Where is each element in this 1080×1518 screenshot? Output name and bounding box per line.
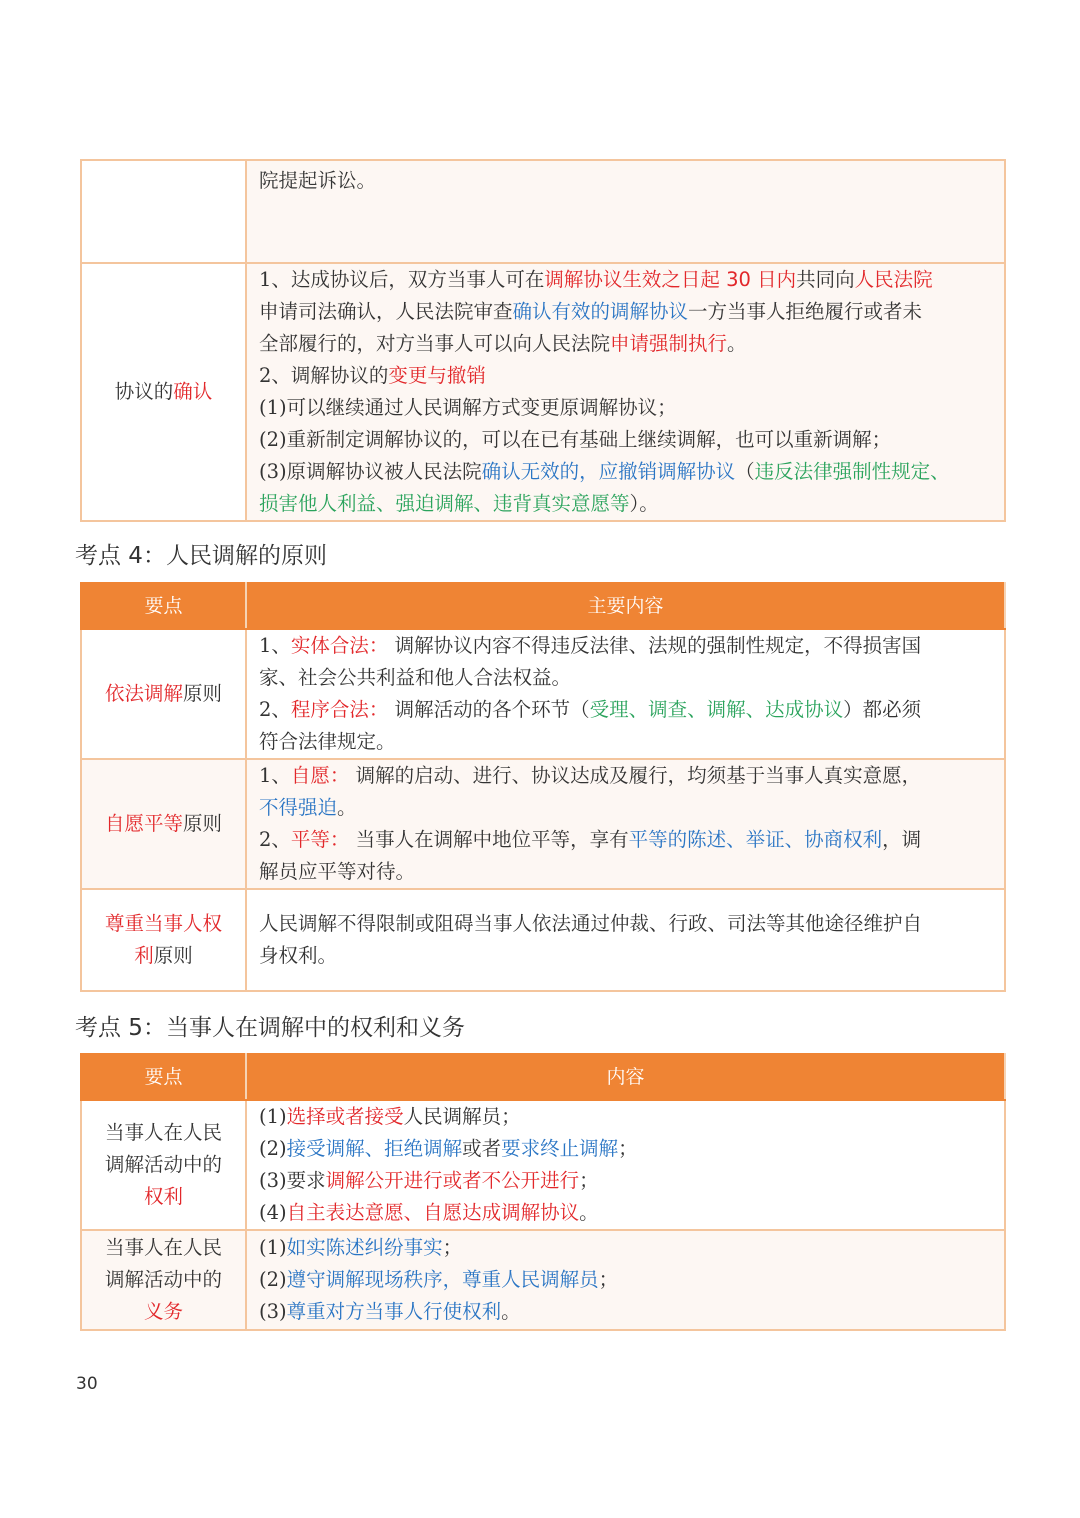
text-line: 申请司法确认，人民法院审查确认有效的调解协议一方当事人拒绝履行或者未 [259, 300, 923, 323]
table-header [81, 583, 1005, 629]
table-row [81, 889, 1005, 991]
text-line: 1、达成协议后，双方当事人可在调解协议生效之日起 30 日内共同向人民法院 [259, 268, 933, 291]
text-line: (1)选择或者接受人民调解员； [259, 1105, 521, 1128]
text-line: 解员应平等对待。 [259, 860, 416, 883]
text-line: 2、调解协议的变更与撤销 [259, 364, 486, 387]
key-text: 协议的 [114, 380, 174, 403]
table-row [81, 1100, 1005, 1230]
row-key [81, 263, 246, 521]
row-content [246, 160, 1005, 263]
text-line: (2)重新制定调解协议的，可以在已有基础上继续调解，也可以重新调解； [259, 428, 892, 451]
table-row [81, 629, 1005, 759]
row-content [246, 629, 1005, 759]
text-line: (3)要求调解公开进行或者不公开进行； [259, 1169, 599, 1192]
table-row [81, 160, 1005, 263]
text-line: 1、自愿： 调解的启动、进行、协议达成及履行，均须基于当事人真实意愿， [259, 764, 922, 787]
text-line: (3)尊重对方当事人行使权利。 [259, 1300, 521, 1323]
text-line: 损害他人利益、强迫调解、违背真实意愿等）。 [259, 492, 659, 515]
header-content: 内容 [246, 1054, 1005, 1100]
row-content [246, 263, 1005, 521]
text-line: 家、社会公共利益和他人合法权益。 [259, 666, 572, 689]
row-content [246, 1230, 1005, 1330]
header-key: 要点 [81, 1054, 246, 1100]
key-highlight: 确认 [173, 380, 213, 403]
row-content [246, 1100, 1005, 1230]
header-content: 主要内容 [246, 583, 1005, 629]
text-line: 身权利。 [259, 944, 338, 967]
table-header [81, 1054, 1005, 1100]
text-line: (4)自主表达意愿、自愿达成调解协议。 [259, 1201, 599, 1224]
row-key: 当事人在人民 调解活动中的 权利 [81, 1100, 246, 1230]
table-mediation-principles [80, 582, 1006, 992]
page-number: 30 [76, 1374, 98, 1394]
section-title-4: 考点 4：人民调解的原则 [75, 543, 327, 569]
section-title-5: 考点 5：当事人在调解中的权利和义务 [75, 1015, 465, 1041]
table-row [81, 263, 1005, 521]
table-rights-obligations [80, 1053, 1006, 1331]
text-line: (2)接受调解、拒绝调解或者要求终止调解； [259, 1137, 638, 1160]
text-line: 院提起诉讼。 [259, 169, 377, 192]
row-content [246, 759, 1005, 889]
table-agreement-confirmation [80, 159, 1006, 522]
text-line: 2、平等： 当事人在调解中地位平等，享有平等的陈述、举证、协商权利，调 [259, 828, 922, 851]
header-key: 要点 [81, 583, 246, 629]
text-line: 2、程序合法： 调解活动的各个环节（受理、调查、调解、达成协议）都必须 [259, 698, 922, 721]
text-line: 符合法律规定。 [259, 730, 396, 753]
row-key [81, 160, 246, 263]
row-content [246, 889, 1005, 991]
text-line: (2)遵守调解现场秩序，尊重人民调解员； [259, 1268, 619, 1291]
table-row [81, 1230, 1005, 1330]
table-row [81, 759, 1005, 889]
text-line: 不得强迫。 [259, 796, 357, 819]
text-line: 1、实体合法： 调解协议内容不得违反法律、法规的强制性规定，不得损害国 [259, 634, 922, 657]
row-key: 尊重当事人权 利原则 [81, 889, 246, 991]
text-line: (1)如实陈述纠纷事实； [259, 1236, 463, 1259]
text-line: (3)原调解协议被人民法院确认无效的，应撤销调解协议（违反法律强制性规定、 [259, 460, 950, 483]
row-key: 当事人在人民 调解活动中的 义务 [81, 1230, 246, 1330]
row-key: 依法调解原则 [81, 629, 246, 759]
row-key: 自愿平等原则 [81, 759, 246, 889]
text-line: 人民调解不得限制或阻碍当事人依法通过仲裁、行政、司法等其他途径维护自 [259, 912, 923, 935]
text-line: 全部履行的，对方当事人可以向人民法院申请强制执行。 [259, 332, 747, 355]
text-line: (1)可以继续通过人民调解方式变更原调解协议； [259, 396, 677, 419]
